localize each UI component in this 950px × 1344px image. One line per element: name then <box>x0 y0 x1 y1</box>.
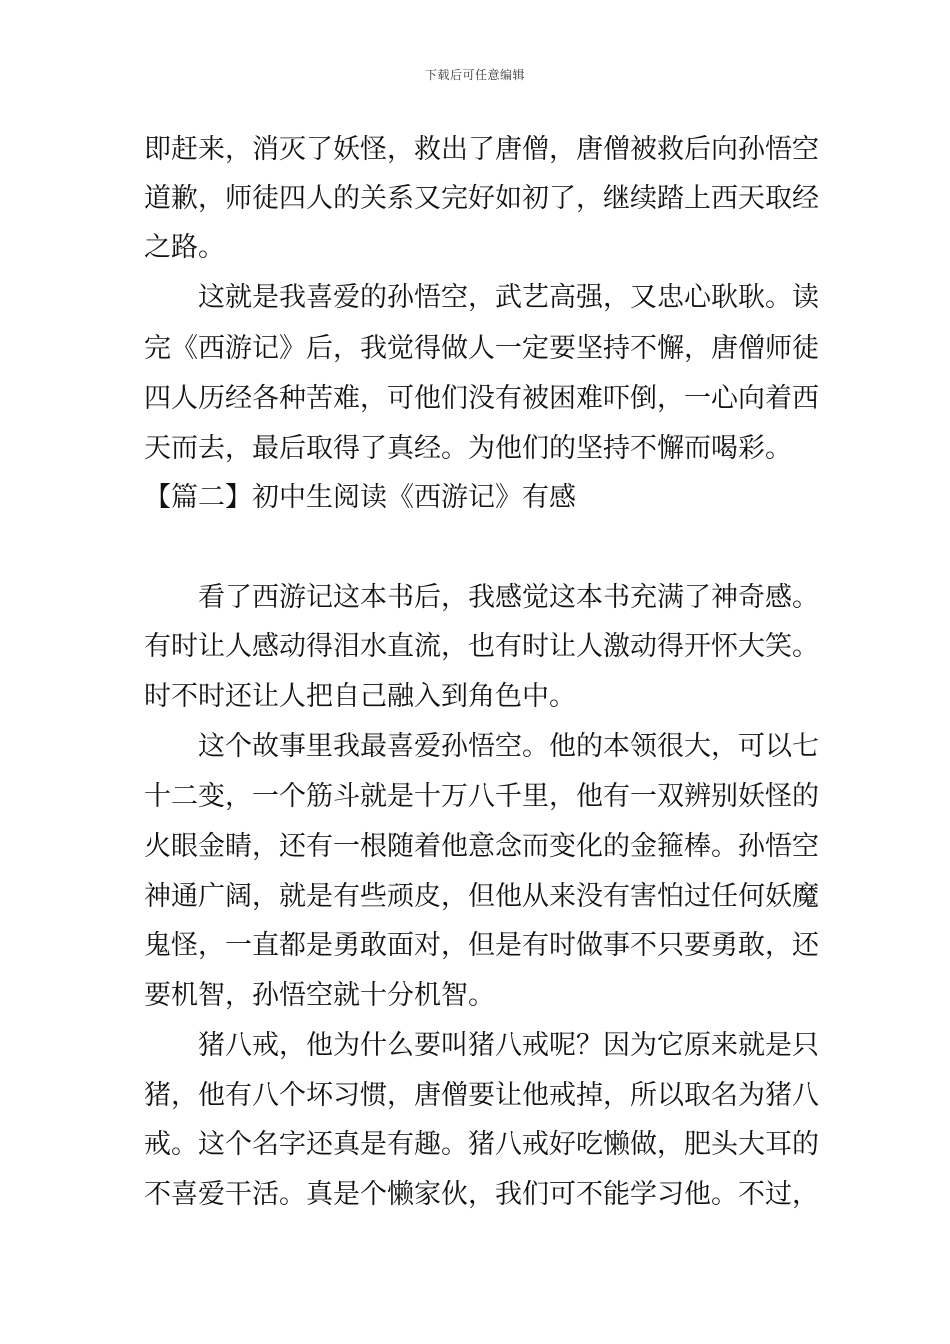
text-line: 猪，他有八个坏习惯，唐僧要让他戒掉，所以取名为猪八 <box>144 1080 819 1111</box>
text-line: 这就是我喜爱的孙悟空，武艺高强，又忠心耿耿。读 <box>198 282 819 313</box>
text-line: 不喜爱干活。真是个懒家伙，我们可不能学习他。不过， <box>144 1179 819 1210</box>
text-line: 戒。这个名字还真是有趣。猪八戒好吃懒做，肥头大耳的 <box>144 1129 819 1160</box>
text-line: 即赶来，消灭了妖怪，救出了唐僧，唐僧被救后向孙悟空 <box>144 134 819 165</box>
text-line: 看了西游记这本书后，我感觉这本书充满了神奇感。 <box>198 582 819 613</box>
text-line: 道歉，师徒四人的关系又完好如初了，继续踏上西天取经 <box>144 183 819 214</box>
page-header: 下载后可任意编辑 <box>424 68 525 82</box>
text-line: 要机智，孙悟空就十分机智。 <box>144 980 495 1011</box>
text-line: 十二变，一个筋斗就是十万八千里，他有一双辨别妖怪的 <box>144 781 819 812</box>
text-line: 天而去，最后取得了真经。为他们的坚持不懈而喝彩。 <box>144 433 792 464</box>
text-line: 四人历经各种苦难，可他们没有被困难吓倒，一心向着西 <box>144 383 819 414</box>
text-line: 有时让人感动得泪水直流，也有时让人激动得开怀大笑。 <box>144 631 819 662</box>
text-line: 火眼金睛，还有一根随着他意念而变化的金箍棒。孙悟空 <box>144 831 819 862</box>
text-line: 猪八戒，他为什么要叫猪八戒呢？因为它原来就是只 <box>198 1030 819 1061</box>
section-heading: 【篇二】初中生阅读《西游记》有感 <box>144 482 576 513</box>
text-line: 神通广阔，就是有些顽皮，但他从来没有害怕过任何妖魔 <box>144 881 819 912</box>
text-line: 完《西游记》后，我觉得做人一定要坚持不懈，唐僧师徒 <box>144 333 819 364</box>
text-line: 之路。 <box>144 232 225 263</box>
text-line: 这个故事里我最喜爱孙悟空。他的本领很大，可以七 <box>198 731 819 762</box>
text-line: 鬼怪，一直都是勇敢面对，但是有时做事不只要勇敢，还 <box>144 930 819 961</box>
text-line: 时不时还让人把自己融入到角色中。 <box>144 681 576 712</box>
